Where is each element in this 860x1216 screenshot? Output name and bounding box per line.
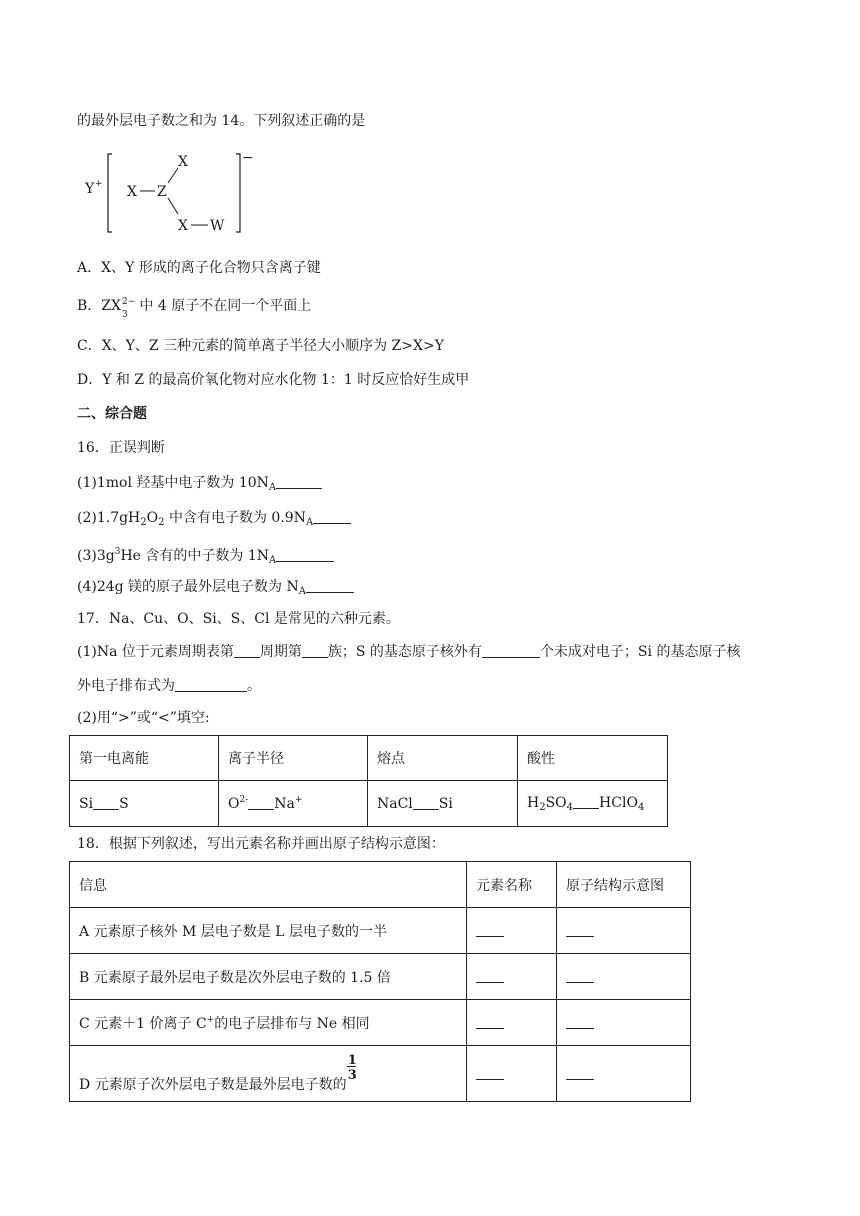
w-atom: W [210,218,225,234]
cell-acidity: $H_2SO_4$ HClO$_4$ [518,781,668,827]
fraction-one-third: $\frac{1}{3}$ [347,1052,357,1083]
answer-blank[interactable] [482,643,540,658]
header-structure-diagram: 原子结构示意图 [557,862,691,908]
cation-label: Y [85,181,95,197]
answer-blank[interactable] [276,474,322,489]
cell-ionization-energy: Si S [70,781,219,827]
q16-title: 16．正误判断 [77,440,165,456]
answer-blank[interactable] [476,1065,504,1080]
answer-blank[interactable] [234,643,260,658]
q17-part1-line2: 外电子排布式为 。 [77,678,261,694]
q15-option-d: D．Y 和 Z 的最高价氧化物对应水化物 1：1 时反应恰好生成甲 [77,372,470,388]
answer-blank[interactable] [306,578,354,593]
row-b-info: B 元素原子最外层电子数是次外层电子数的 1.5 倍 [70,954,467,1000]
header-acidity: 酸性 [518,736,668,781]
cell-ionic-radius: $O^{2-}$ Na+ [219,781,368,827]
ion-structure-diagram [80,148,260,238]
answer-blank[interactable] [566,1014,594,1029]
answer-blank[interactable] [248,795,274,810]
q16-item-3: $(3)3g^3He$ 含有的中子数为 $1N_A$ [77,542,334,571]
x-atom-left: X [127,184,137,200]
answer-blank[interactable] [476,1014,504,1029]
row-a-info: A 元素原子核外 M 层电子数是 L 层电子数的一半 [70,908,467,954]
q17-part2: (2)用“>”或“<”填空: [77,710,210,726]
q15-stem-end: 的最外层电子数之和为 14。下列叙述正确的是 [77,113,366,129]
answer-blank[interactable] [566,968,594,983]
z-atom: Z [157,184,167,200]
row-d-info: D 元素原子次外层电子数是最外层电子数的 $\frac{1}{3}$ [70,1046,467,1102]
row-c-info: C 元素＋1 价离子 C+的电子层排布与 Ne 相同 [70,1000,467,1046]
x-atom-top: X [178,154,188,170]
header-melting-point: 熔点 [368,736,518,781]
answer-blank[interactable] [413,795,439,810]
answer-blank[interactable] [573,794,599,809]
answer-blank[interactable] [566,1065,594,1080]
q15-option-a: A．X、Y 形成的离子化合物只含离子键 [77,260,321,276]
q17-title: 17．Na、Cu、O、Si、S、Cl 是常见的六种元素。 [77,611,400,627]
element-table [69,861,691,1102]
answer-blank[interactable] [476,922,504,937]
section-heading: 二、综合题 [77,406,147,422]
answer-blank[interactable] [566,922,594,937]
q15-option-b: B．ZX 2− 3 中 4 原子不在同一个平面上 [77,297,312,320]
q15-option-c: C．X、Y、Z 三种元素的简单离子半径大小顺序为 Z>X>Y [77,338,444,354]
q18-title: 18．根据下列叙述，写出元素名称并画出原子结构示意图： [77,836,445,852]
ion-charge: − [242,150,254,166]
q17-part1-line1: (1)Na 位于元素周期表第 周期第 族；S 的基态原子核外有 个未成对电子；Si 的基态原子核 [77,644,741,660]
header-info: 信息 [70,862,467,908]
answer-blank[interactable] [313,509,351,524]
answer-blank[interactable] [276,547,334,562]
cell-melting-point: NaCl Si [368,781,518,827]
q16-item-2: $(2)1.7gH_2O_2$ 中含有电子数为 $0.9N_A$ [77,508,351,533]
q16-item-4: (4)24g 镁的原子最外层电子数为 $N_A$ [77,577,354,602]
comparison-table [69,735,668,827]
svg-text:+: + [95,179,103,189]
header-ionic-radius: 离子半径 [219,736,368,781]
x-atom-bottom: X [178,218,188,234]
header-element-name: 元素名称 [467,862,557,908]
answer-blank[interactable] [302,643,328,658]
answer-blank[interactable] [476,968,504,983]
header-ionization-energy: 第一电离能 [70,736,219,781]
q16-item-1: (1)1mol 羟基中电子数为 $10N_A$ [77,473,322,498]
answer-blank[interactable] [175,677,247,692]
answer-blank[interactable] [93,795,119,810]
